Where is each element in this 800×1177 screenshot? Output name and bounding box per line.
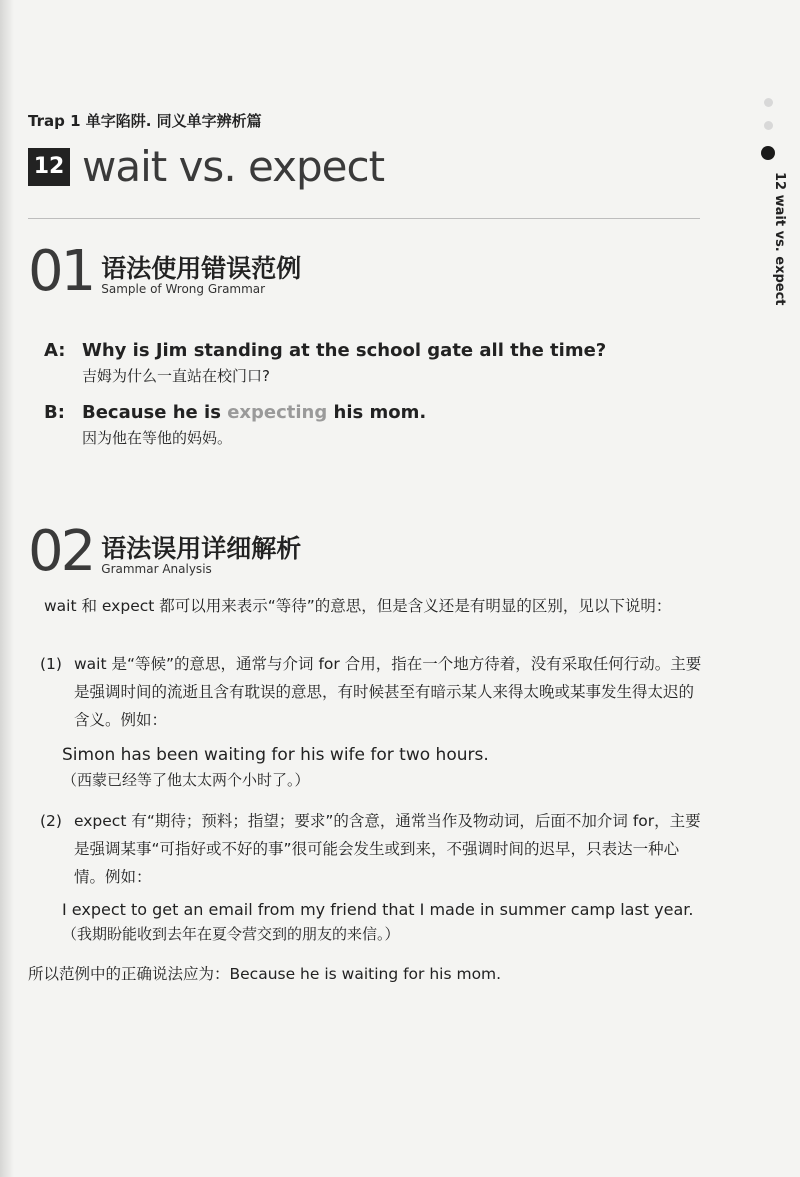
example-chinese: （我期盼能收到去年在夏令营交到的朋友的来信。） <box>62 925 400 943</box>
section1-subtitle: Sample of Wrong Grammar <box>101 282 266 296</box>
section1-number: 01 <box>28 239 94 304</box>
dialog-chinese: 吉姆为什么一直站在校门口? <box>82 367 270 385</box>
breadcrumb: Trap 1 单字陷阱. 同义单字辨析篇 <box>28 112 262 130</box>
inactive-dot-icon <box>764 98 773 107</box>
speaker-label: B: <box>44 402 65 423</box>
active-dot-icon <box>761 146 775 160</box>
section1-title: 语法使用错误范例 <box>101 254 302 283</box>
page-gutter-shadow <box>0 0 14 1177</box>
side-progress-dots <box>764 98 773 144</box>
intro-paragraph: wait 和 expect 都可以用来表示“等待”的意思，但是含义还是有明显的区别，见以下说明： <box>44 597 672 615</box>
point2-marker: (2) <box>40 812 62 830</box>
section2-heading <box>28 519 302 584</box>
title-text: wait vs. expect <box>82 142 385 191</box>
point1-marker: (1) <box>40 655 62 673</box>
section2-title: 语法误用详细解析 <box>101 534 302 563</box>
point1-text: wait 是“等候”的意思，通常与介词 for 合用，指在一个地方待着，没有采取任何行动。主要是强调时间的流逝且含有耽误的意思，有时候甚至有暗示某人来得太晚或某事发生得太迟的含义。例如： <box>74 655 702 729</box>
section2-subtitle: Grammar Analysis <box>101 562 212 576</box>
example-chinese: （西蒙已经等了他太太两个小时了。） <box>62 771 310 789</box>
section1-heading <box>28 239 302 304</box>
speaker-label: A: <box>44 340 66 361</box>
point2-text: expect 有“期待；预料；指望；要求”的含意，通常当作及物动词，后面不加介词 for，主要是强调某事“可指好或不好的事”很可能会发生或到来，不强调时间的迟早，只表达一种心情。例如： <box>74 812 701 886</box>
example-english: Simon has been waiting for his wife for two hours. <box>62 745 489 765</box>
page-title <box>28 142 384 191</box>
example-english: I expect to get an email from my friend that I made in summer camp last year. <box>62 900 694 919</box>
title-divider <box>28 218 700 219</box>
dialog-line-b <box>44 402 426 448</box>
point2-example <box>62 900 693 944</box>
point1-example <box>62 745 489 790</box>
title-number-badge: 12 <box>28 148 70 186</box>
section2-number: 02 <box>28 519 94 584</box>
dialog-english: Because he is expecting his mom. <box>82 402 427 423</box>
dialog-english: Why is Jim standing at the school gate all the time? <box>82 340 607 361</box>
inactive-dot-icon <box>764 121 773 130</box>
conclusion: 所以范例中的正确说法应为：Because he is waiting for his mom. <box>28 965 502 983</box>
side-tab-label: 12 wait vs. expect <box>772 172 787 306</box>
dialog-line-a <box>44 340 606 386</box>
highlighted-wrong-word: expecting <box>227 402 328 423</box>
dialog-chinese: 因为他在等他的妈妈。 <box>82 429 233 447</box>
